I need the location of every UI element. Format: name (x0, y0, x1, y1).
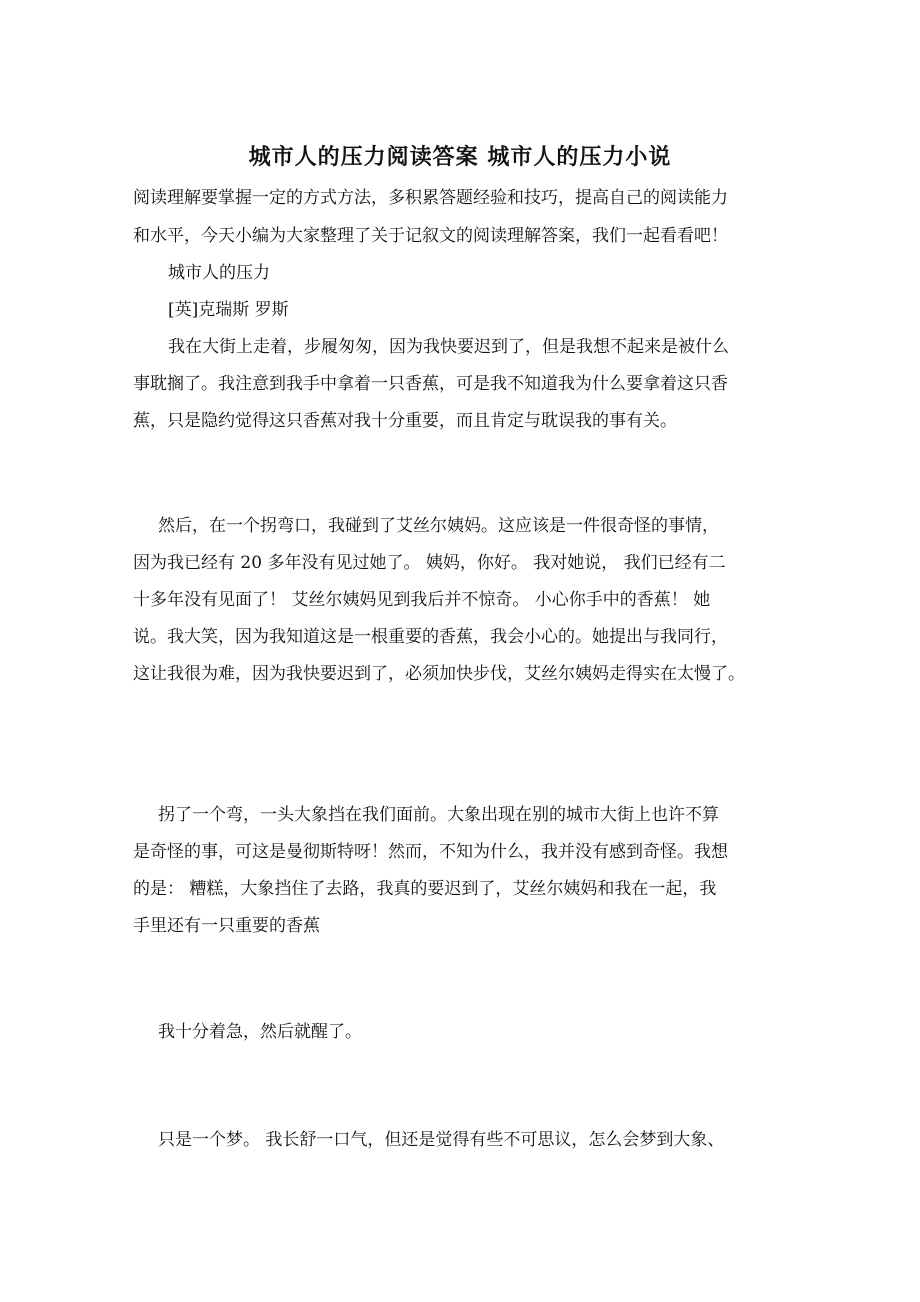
paragraph1-line-1: 我在大街上走着，步履匆匆，因为我快要迟到了，但是我想不起来是被什么 (168, 337, 729, 357)
paragraph2-line-5: 这让我很为难，因为我快要迟到了，必须加快步伐，艾丝尔姨妈走得实在太慢了。 (133, 664, 745, 684)
paragraph1-line-3: 蕉，只是隐约觉得这只香蕉对我十分重要，而且肯定与耽误我的事有关。 (133, 411, 677, 431)
paragraph2-line-1: 然后，在一个拐弯口，我碰到了艾丝尔姨妈。这应该是一件很奇怪的事情， (158, 516, 719, 536)
paragraph4-line-1: 我十分着急，然后就醒了。 (158, 1022, 362, 1042)
story-title: 城市人的压力 (168, 263, 270, 283)
paragraph1-line-2: 事耽搁了。我注意到我手中拿着一只香蕉，可是我不知道我为什么要拿着这只香 (133, 374, 728, 394)
paragraph3-line-1: 拐了一个弯，一头大象挡在我们面前。大象出现在别的城市大街上也许不算 (158, 805, 719, 825)
paragraph2-line-4: 说。我大笑，因为我知道这是一根重要的香蕉，我会小心的。她提出与我同行， (133, 627, 728, 647)
intro-line-1: 阅读理解要掌握一定的方式方法，多积累答题经验和技巧，提高自己的阅读能力 (133, 188, 728, 208)
paragraph3-line-4: 手里还有一只重要的香蕉 (133, 916, 320, 936)
paragraph2-line-2: 因为我已经有 20 多年没有见过她了。 姨妈，你好。 我对她说， 我们已经有二 (133, 553, 726, 573)
paragraph3-line-3: 的是： 糟糕，大象挡住了去路，我真的要迟到了，艾丝尔姨妈和我在一起，我 (133, 879, 717, 899)
paragraph3-line-2: 是奇怪的事，可这是曼彻斯特呀！然而，不知为什么，我并没有感到奇怪。我想 (133, 842, 728, 862)
story-author: [英]克瑞斯 罗斯 (168, 300, 289, 320)
paragraph5-line-1: 只是一个梦。 我长舒一口气，但还是觉得有些不可思议，怎么会梦到大象、 (158, 1130, 725, 1150)
intro-line-2: 和水平，今天小编为大家整理了关于记叙文的阅读理解答案，我们一起看看吧！ (133, 226, 728, 246)
document-title: 城市人的压力阅读答案 城市人的压力小说 (248, 144, 672, 170)
paragraph2-line-3: 十多年没有见面了！ 艾丝尔姨妈见到我后并不惊奇。 小心你手中的香蕉！ 她 (133, 590, 711, 610)
